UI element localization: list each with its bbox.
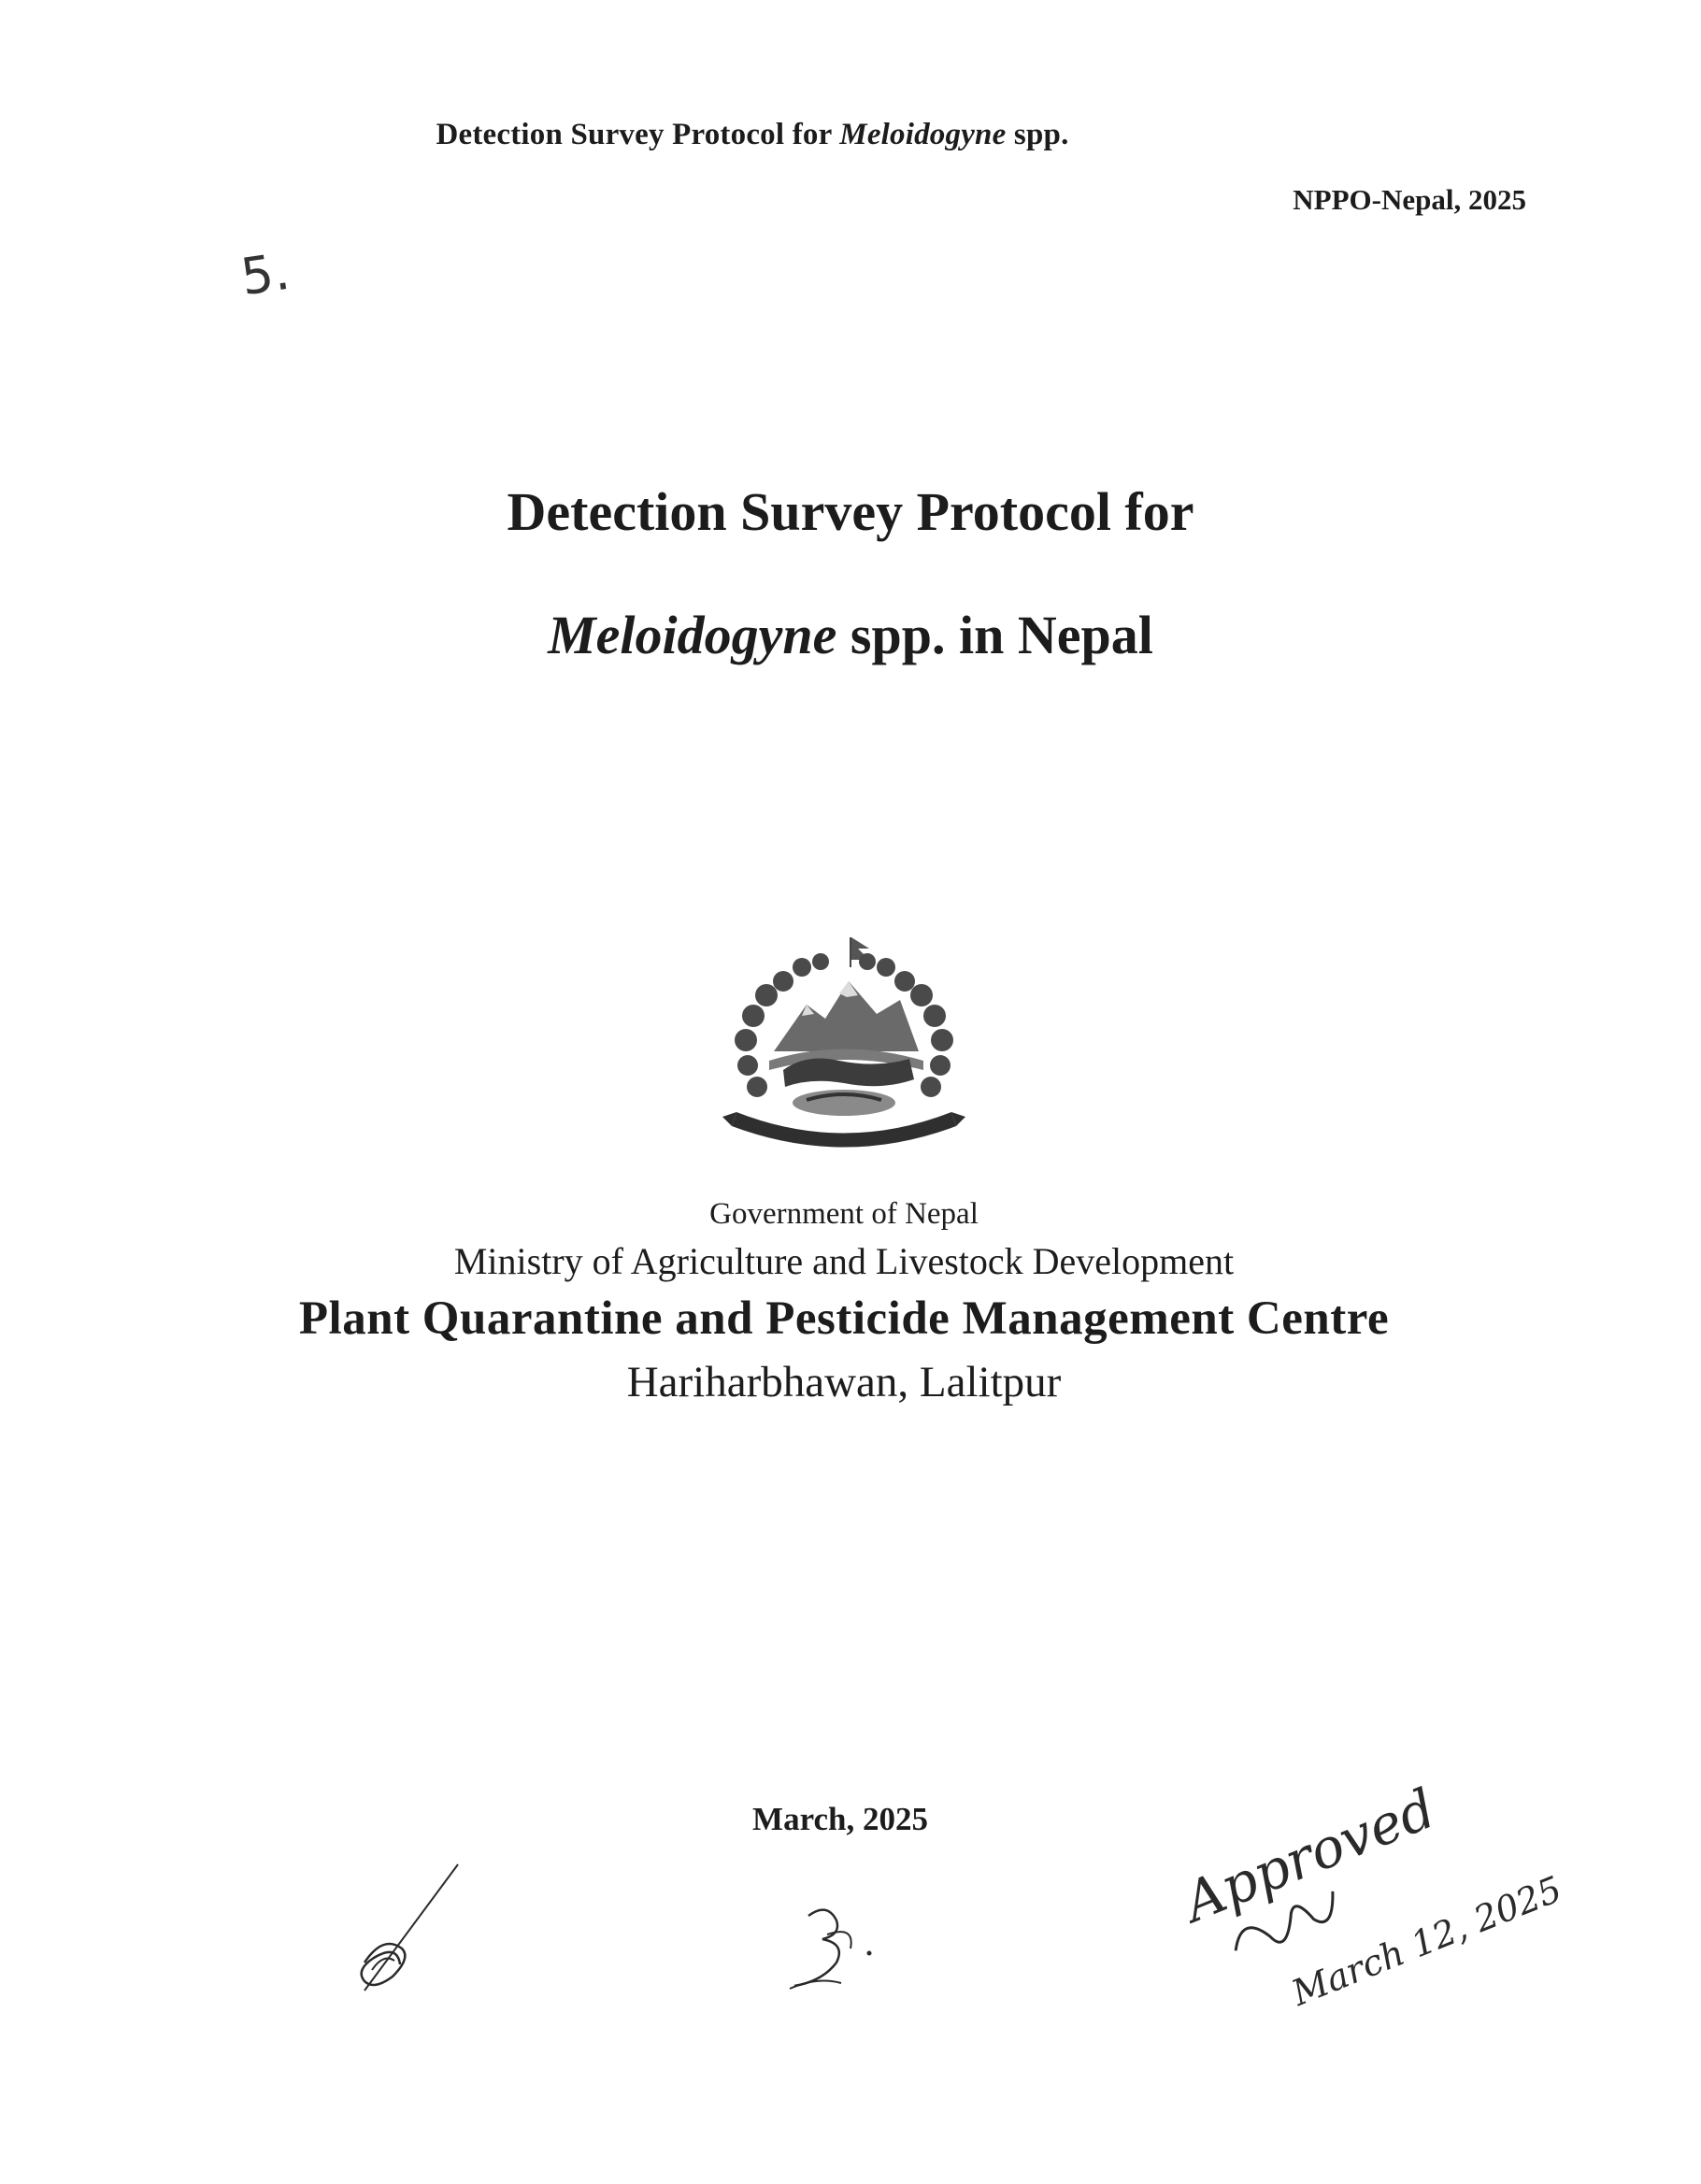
coat-of-arms-emblem [718,930,970,1159]
title-rest: spp. in Nepal [836,605,1153,665]
approval-date: March 12, 2025 [1286,1868,1568,2014]
signature-center-icon [771,1897,893,2000]
approval-word: Approved [1175,1776,1445,1934]
header-title-prefix: Detection Survey Protocol for [436,118,840,151]
ministry-name: Ministry of Agriculture and Livestock Development [453,1240,1235,1282]
approval-handwriting [1159,1776,1568,2023]
centre-address: Hariharbhawan, Lalitpur [626,1358,1062,1406]
header-title-suffix: spp. [1006,118,1069,151]
running-header-organization: NPPO-Nepal, 2025 [1293,183,1526,216]
title-genus: Meloidogyne [548,605,837,665]
document-title-line2 [0,604,1701,666]
handwritten-page-number: 5. [236,241,293,307]
coat-of-arms-icon [718,930,970,1159]
centre-name: Plant Quarantine and Pesticide Management Centre [298,1292,1390,1345]
header-title-italic: Meloidogyne [839,118,1007,151]
government-name: Government of Nepal [709,1197,979,1231]
document-title-line1: Detection Survey Protocol for [507,481,1194,542]
signature-left-icon [346,1860,467,2000]
publication-date: March, 2025 [752,1801,928,1837]
running-header-title [0,118,1505,152]
